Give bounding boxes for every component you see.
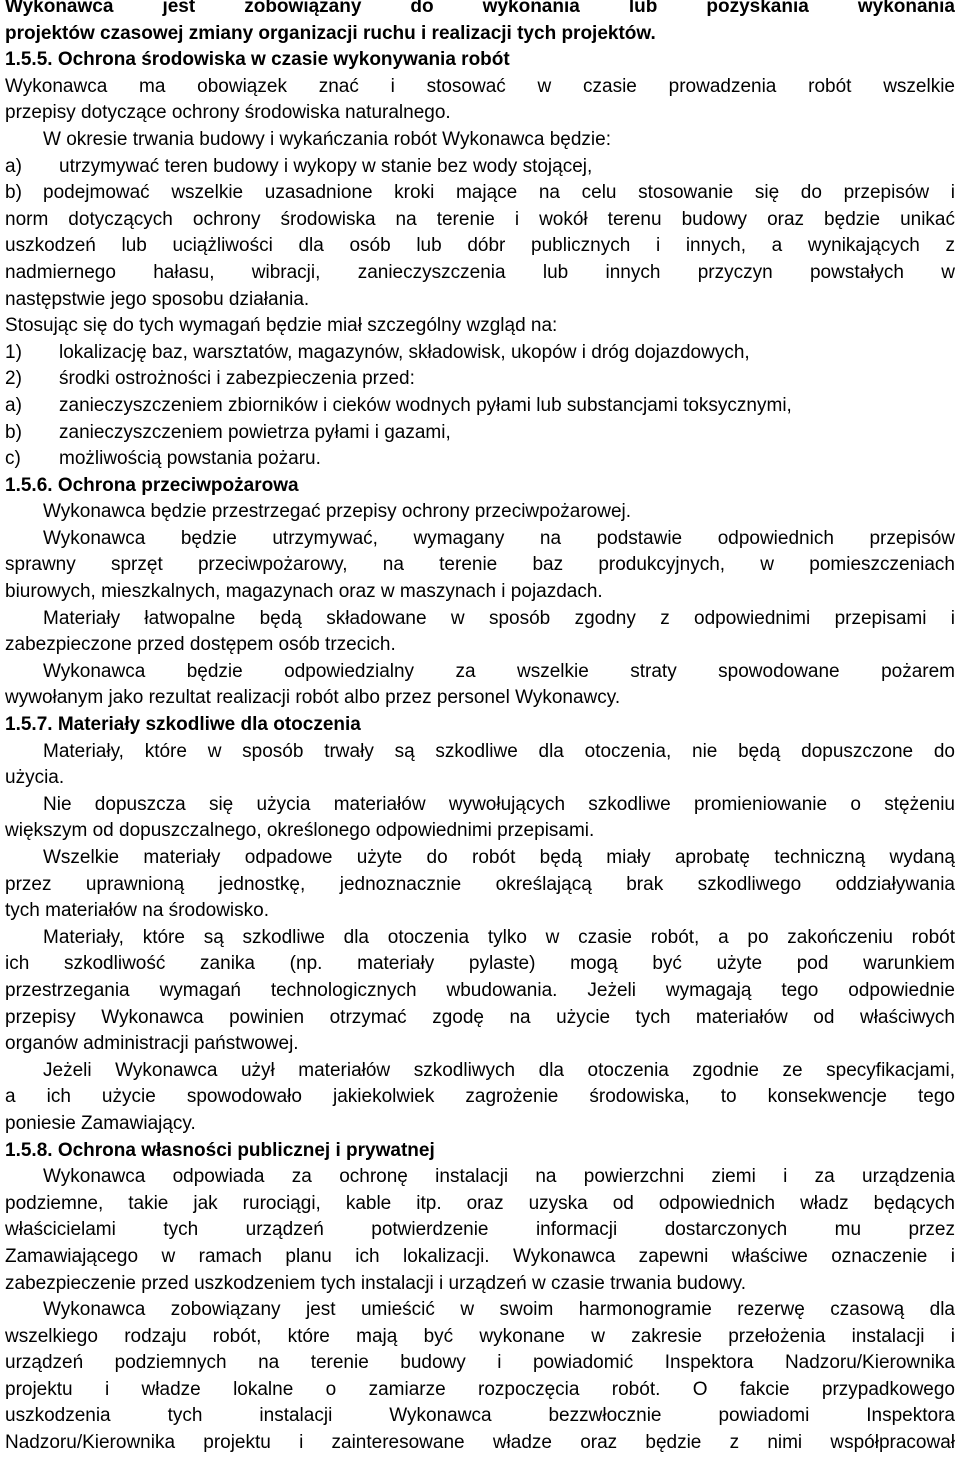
- text-line: a ich użycie spowodowało jakiekolwiek zagrożenie środowiska, to konsekwencje tego: [5, 1086, 955, 1108]
- text-line: właścicielami tych urządzeń potwierdzenie informacji dostarczonych mu przez: [5, 1219, 955, 1241]
- text-line: uszkodzenia tych instalacji Wykonawca bezzwłocznie powiadomi Inspektora: [5, 1405, 955, 1427]
- list-item-text: lokalizację baz, warsztatów, magazynów, składowisk, ukopów i dróg dojazdowych,: [59, 341, 750, 363]
- text-line: następstwie jego sposobu działania.: [5, 288, 310, 310]
- text-line: przez uprawnioną jednostkę, jednoznacznie określającą brak szkodliwego oddziaływania: [5, 873, 955, 895]
- text-line: Materiały łatwopalne będą składowane w sposób zgodny z odpowiednimi przepisami i: [43, 607, 955, 629]
- text-line: Wykonawca odpowiada za ochronę instalacji na powierzchni ziemi i za urządzenia: [43, 1166, 955, 1188]
- text-line: przepisy dotyczące ochrony środowiska naturalnego.: [5, 102, 451, 124]
- text-line: Wykonawca zobowiązany jest umieścić w swoim harmonogramie rezerwę czasową dla: [43, 1299, 955, 1321]
- text-line: Materiały, które są szkodliwe dla otoczenia tylko w czasie robót, a po zakończeniu robót: [43, 926, 955, 948]
- section-heading: 1.5.5. Ochrona środowiska w czasie wykonywania robót: [5, 49, 510, 71]
- list-item-text: podejmować wszelkie uzasadnione kroki mające na celu stosowanie się do przepisów i: [43, 182, 955, 204]
- text-line: Wykonawca będzie odpowiedzialny za wszelkie straty spowodowane pożarem: [43, 660, 955, 682]
- list-item: [5, 393, 955, 420]
- text-line: Nie dopuszcza się użycia materiałów wywołujących szkodliwe promieniowanie o stężeniu: [43, 793, 955, 815]
- list-item: [5, 420, 955, 447]
- text-line: Zamawiającego w ramach planu ich lokalizacji. Wykonawca zapewni właściwe oznaczenie i: [5, 1245, 955, 1267]
- list-marker: a): [5, 394, 22, 416]
- list-item: [5, 340, 955, 367]
- list-item-text: zanieczyszczeniem zbiorników i cieków wodnych pyłami lub substancjami toksycznymi,: [59, 394, 792, 416]
- text-line: norm dotyczących ochrony środowiska na terenie i wokół terenu budowy oraz będzie unikać: [5, 208, 955, 230]
- list-item-text: środki ostrożności i zabezpieczenia przed:: [59, 368, 415, 390]
- text-line: W okresie trwania budowy i wykańczania robót Wykonawca będzie:: [43, 128, 611, 150]
- text-line: tych materiałów na środowisko.: [5, 900, 269, 922]
- text-line: biurowych, mieszkalnych, magazynach oraz w maszynach i pojazdach.: [5, 581, 603, 603]
- text-line: wywołanym jako rezultat realizacji robót albo przez personel Wykonawcy.: [5, 687, 621, 709]
- text-line: Wszelkie materiały odpadowe użyte do robót będą miały aprobatę techniczną wydaną: [43, 847, 955, 868]
- list-item-text: utrzymywać teren budowy i wykopy w stanie bez wody stojącej,: [59, 155, 593, 177]
- text-line: wszelkiego rodzaju robót, które mają być wykonane w zakresie przełożenia instalacji i: [5, 1325, 955, 1347]
- text-line: Wykonawca będzie przestrzegać przepisy ochrony przeciwpożarowej.: [43, 501, 632, 523]
- text-line: użycia.: [5, 767, 65, 789]
- text-line: projektu i władze lokalne o zamiarze rozpoczęcia robót. O fakcie przypadkowego: [5, 1378, 955, 1400]
- list-marker: 1): [5, 341, 22, 363]
- text-line: Wykonawca będzie utrzymywać, wymagany na podstawie odpowiednich przepisów: [43, 527, 955, 549]
- text-line: Nadzoru/Kierownika projektu i zainteresowane władze oraz będzie z nimi współpracował: [5, 1432, 955, 1454]
- text-line: Jeżeli Wykonawca użył materiałów szkodliwych dla otoczenia zgodnie ze specyfikacjami,: [43, 1059, 955, 1081]
- text-line: poniesie Zamawiający.: [5, 1112, 196, 1134]
- list-marker: a): [5, 155, 22, 177]
- text-line: projektów czasowej zmiany organizacji ruchu i realizacji tych projektów.: [5, 22, 656, 44]
- list-marker: c): [5, 448, 21, 470]
- text-line: Wykonawca jest zobowiązany do wykonania lub pozyskania wykonania: [5, 0, 955, 17]
- list-marker: b): [5, 182, 22, 204]
- list-item: [5, 180, 955, 207]
- text-line: zabezpieczenie przed uszkodzeniem tych instalacji i urządzeń w czasie trwania budowy.: [5, 1272, 747, 1294]
- text-line: przepisy Wykonawca powinien otrzymać zgodę na użycie tych materiałów od właściwych: [5, 1006, 955, 1028]
- text-line: większym od dopuszczalnego, określonego odpowiednimi przepisami.: [5, 820, 595, 842]
- text-line: przestrzegania wymagań technologicznych wbudowania. Jeżeli wymagają tego odpowiednie: [5, 979, 955, 1001]
- text-line: organów administracji państwowej.: [5, 1033, 299, 1055]
- list-marker: b): [5, 421, 22, 443]
- text-line: zabezpieczone przed dostępem osób trzecich.: [5, 634, 396, 656]
- text-line: ich szkodliwość zanika (np. materiały pylaste) mogą być użyte pod warunkiem: [5, 953, 955, 975]
- list-item: [5, 446, 955, 473]
- text-line: Stosując się do tych wymagań będzie miał szczególny wzgląd na:: [5, 315, 558, 337]
- list-marker: 2): [5, 368, 22, 390]
- text-line: uszkodzeń lub uciążliwości dla osób lub dóbr publicznych i innych, a wynikających z: [5, 235, 955, 257]
- list-item: [5, 366, 955, 393]
- list-item-text: zanieczyszczeniem powietrza pyłami i gazami,: [59, 421, 451, 443]
- section-heading: 1.5.7. Materiały szkodliwe dla otoczenia: [5, 714, 361, 736]
- text-line: podziemne, takie jak rurociągi, kable itp. oraz uzyska od odpowiednich władz będących: [5, 1192, 955, 1214]
- text-line: urządzeń podziemnych na terenie budowy i powiadomić Inspektora Nadzoru/Kierownika: [5, 1352, 955, 1374]
- section-heading: 1.5.6. Ochrona przeciwpożarowa: [5, 474, 299, 496]
- list-item: [5, 154, 955, 181]
- text-line: Materiały, które w sposób trwały są szkodliwe dla otoczenia, nie będą dopuszczone do: [43, 740, 955, 762]
- section-heading: 1.5.8. Ochrona własności publicznej i prywatnej: [5, 1139, 435, 1161]
- text-line: Wykonawca ma obowiązek znać i stosować w czasie prowadzenia robót wszelkie: [5, 75, 955, 97]
- text-line: sprawny sprzęt przeciwpożarowy, na terenie baz produkcyjnych, w pomieszczeniach: [5, 554, 955, 576]
- text-line: nadmiernego hałasu, wibracji, zanieczyszczenia lub innych przyczyn powstałych w: [5, 261, 955, 283]
- list-item-text: możliwością powstania pożaru.: [59, 448, 321, 470]
